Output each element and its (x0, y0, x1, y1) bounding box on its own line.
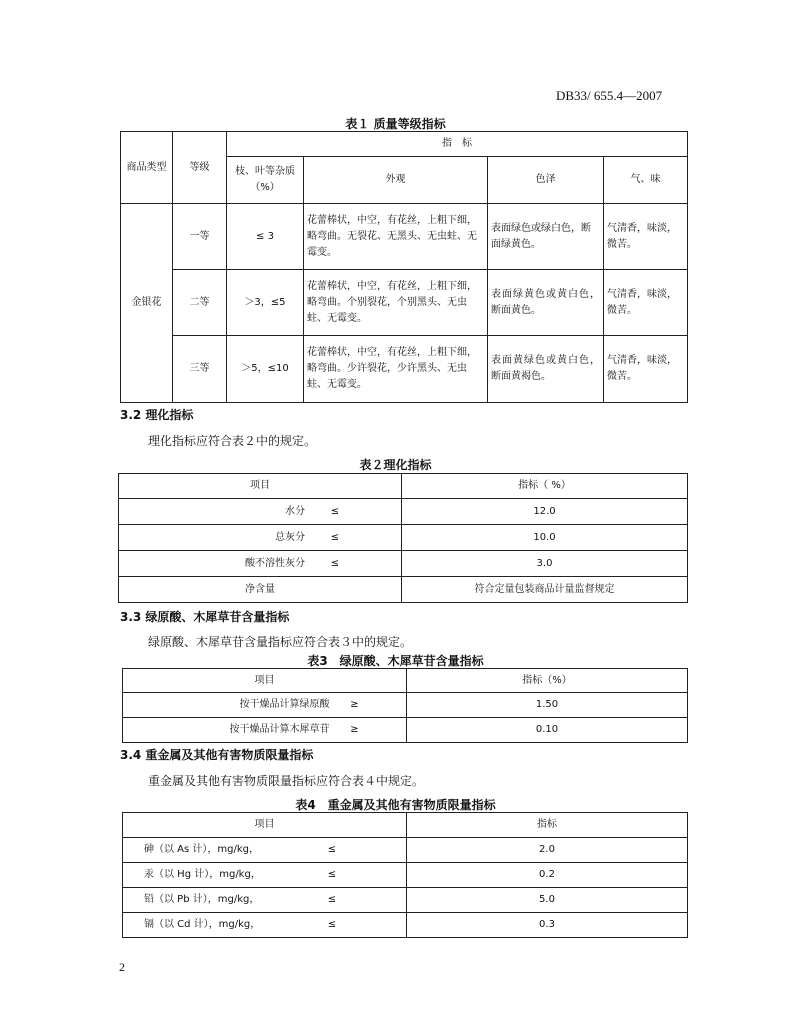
comparison-symbol: ≤ (327, 844, 337, 855)
table1-caption: 表１ 质量等级指标 (345, 117, 446, 131)
appearance-cell: 花蕾棒状，中空，有花丝，上粗下细，略弯曲。个别裂花，个别黑头、无虫蛀、无霉变。 (304, 270, 488, 336)
th-item: 项目 (123, 669, 407, 693)
item-label: 水分 (285, 505, 305, 517)
item-label: 按干燥品计算绿原酸 (239, 699, 330, 710)
comparison-symbol: ≥ (350, 699, 359, 710)
comparison-symbol: ≤ (327, 919, 337, 930)
th-smell: 气、味 (604, 157, 688, 204)
value-cell: 1.50 (407, 693, 688, 718)
value-cell: 符合定量包装商品计量监督规定 (402, 577, 688, 603)
section-heading-3-2: 3.2 理化指标 (120, 408, 194, 422)
table2-caption: 表２理化指标 (359, 458, 432, 472)
value-cell: 0.10 (407, 718, 688, 743)
th-product-type: 商品类型 (121, 132, 173, 204)
table-row (119, 499, 688, 525)
item-cell (123, 718, 407, 743)
color-cell: 表面黄绿色或黄白色，断面黄褐色。 (488, 336, 604, 403)
grade-cell: 一等 (173, 204, 227, 270)
physicochemical-table (118, 473, 688, 603)
th-color: 色泽 (488, 157, 604, 204)
value-cell: 12.0 (402, 499, 688, 525)
th-indicator: 指 标 (227, 132, 688, 157)
grade-cell: 三等 (173, 336, 227, 403)
quality-grade-table (120, 131, 688, 403)
section-heading-3-4: 3.4 重金属及其他有害物质限量指标 (120, 748, 314, 762)
chlorogenic-acid-table (122, 668, 688, 743)
table-row (123, 718, 688, 743)
comparison-symbol: ≤ (330, 505, 340, 517)
color-cell: 表面绿色或绿白色，断面绿黄色。 (488, 204, 604, 270)
item-label: 酸不溶性灰分 (245, 557, 305, 569)
item-cell (119, 499, 402, 525)
comparison-symbol: ≤ (327, 894, 337, 905)
color-cell: 表面绿黄色或黄白色，断面黄色。 (488, 270, 604, 336)
th-impurity: 枝、叶等杂质（%） (227, 157, 304, 204)
th-value: 指标（%） (407, 669, 688, 693)
table-row (121, 270, 688, 336)
table-row (119, 551, 688, 577)
th-item: 项目 (119, 474, 402, 499)
table-row (123, 693, 688, 718)
product-name-cell: 金银花 (121, 204, 173, 403)
impurity-cell: ＞3，≤5 (227, 270, 304, 336)
value-cell: 2.0 (407, 838, 688, 863)
item-cell (119, 525, 402, 551)
comparison-symbol: ≤ (330, 557, 340, 569)
item-cell (123, 693, 407, 718)
value-cell: 0.3 (407, 913, 688, 938)
th-value: 指标（ %） (402, 474, 688, 499)
value-cell: 0.2 (407, 863, 688, 888)
section-heading-3-3: 3.3 绿原酸、木犀草苷含量指标 (120, 610, 290, 624)
impurity-cell: ≤ 3 (227, 204, 304, 270)
comparison-symbol: ≤ (330, 531, 340, 543)
th-grade: 等级 (173, 132, 227, 204)
section-paragraph-3-4: 重金属及其他有害物质限量指标应符合表４中规定。 (148, 774, 425, 788)
table-row (123, 888, 688, 913)
item-label: 砷（以 As 计），mg/kg， (144, 844, 260, 855)
appearance-cell: 花蕾棒状，中空，有花丝，上粗下细，略弯曲。少许裂花，少许黑头、无虫蛀、无霉变。 (304, 336, 488, 403)
item-cell (123, 913, 407, 938)
table-row (123, 838, 688, 863)
smell-cell: 气清香，味淡，微苦。 (604, 336, 688, 403)
table-row (123, 913, 688, 938)
th-value: 指标 (407, 813, 688, 838)
comparison-symbol: ≥ (350, 724, 359, 735)
impurity-cell: ＞5，≤10 (227, 336, 304, 403)
smell-cell: 气清香，味淡，微苦。 (604, 270, 688, 336)
page-number: 2 (119, 960, 125, 974)
item-label: 按干燥品计算木犀草苷 (229, 724, 330, 735)
standard-number: DB33/ 655.4—2007 (556, 88, 663, 103)
heavy-metal-table (122, 812, 688, 938)
table-row (119, 525, 688, 551)
section-paragraph-3-3: 绿原酸、木犀草苷含量指标应符合表３中的规定。 (148, 635, 413, 649)
value-cell: 5.0 (407, 888, 688, 913)
appearance-cell: 花蕾棒状，中空，有花丝，上粗下细，略弯曲。无裂花、无黑头、无虫蛀、无霉变。 (304, 204, 488, 270)
value-cell: 3.0 (402, 551, 688, 577)
smell-cell: 气清香，味淡，微苦。 (604, 204, 688, 270)
item-cell (123, 838, 407, 863)
comparison-symbol: ≤ (327, 869, 337, 880)
item-cell (119, 551, 402, 577)
item-cell (123, 888, 407, 913)
item-cell: 净含量 (119, 577, 402, 603)
table-row (121, 336, 688, 403)
item-label: 铅（以 Pb 计），mg/kg， (144, 894, 260, 905)
table4-caption: 表4 重金属及其他有害物质限量指标 (295, 798, 496, 812)
table-row (119, 577, 688, 603)
th-appearance: 外观 (304, 157, 488, 204)
table-row (123, 863, 688, 888)
table3-caption: 表3 绿原酸、木犀草苷含量指标 (307, 654, 484, 668)
value-cell: 10.0 (402, 525, 688, 551)
table-row (121, 204, 688, 270)
section-paragraph-3-2: 理化指标应符合表２中的规定。 (148, 434, 317, 448)
item-label: 汞（以 Hg 计），mg/kg， (144, 869, 261, 880)
item-cell (123, 863, 407, 888)
grade-cell: 二等 (173, 270, 227, 336)
item-label: 总灰分 (275, 531, 305, 543)
th-item: 项目 (123, 813, 407, 838)
item-label: 镉（以 Cd 计），mg/kg， (144, 919, 261, 930)
